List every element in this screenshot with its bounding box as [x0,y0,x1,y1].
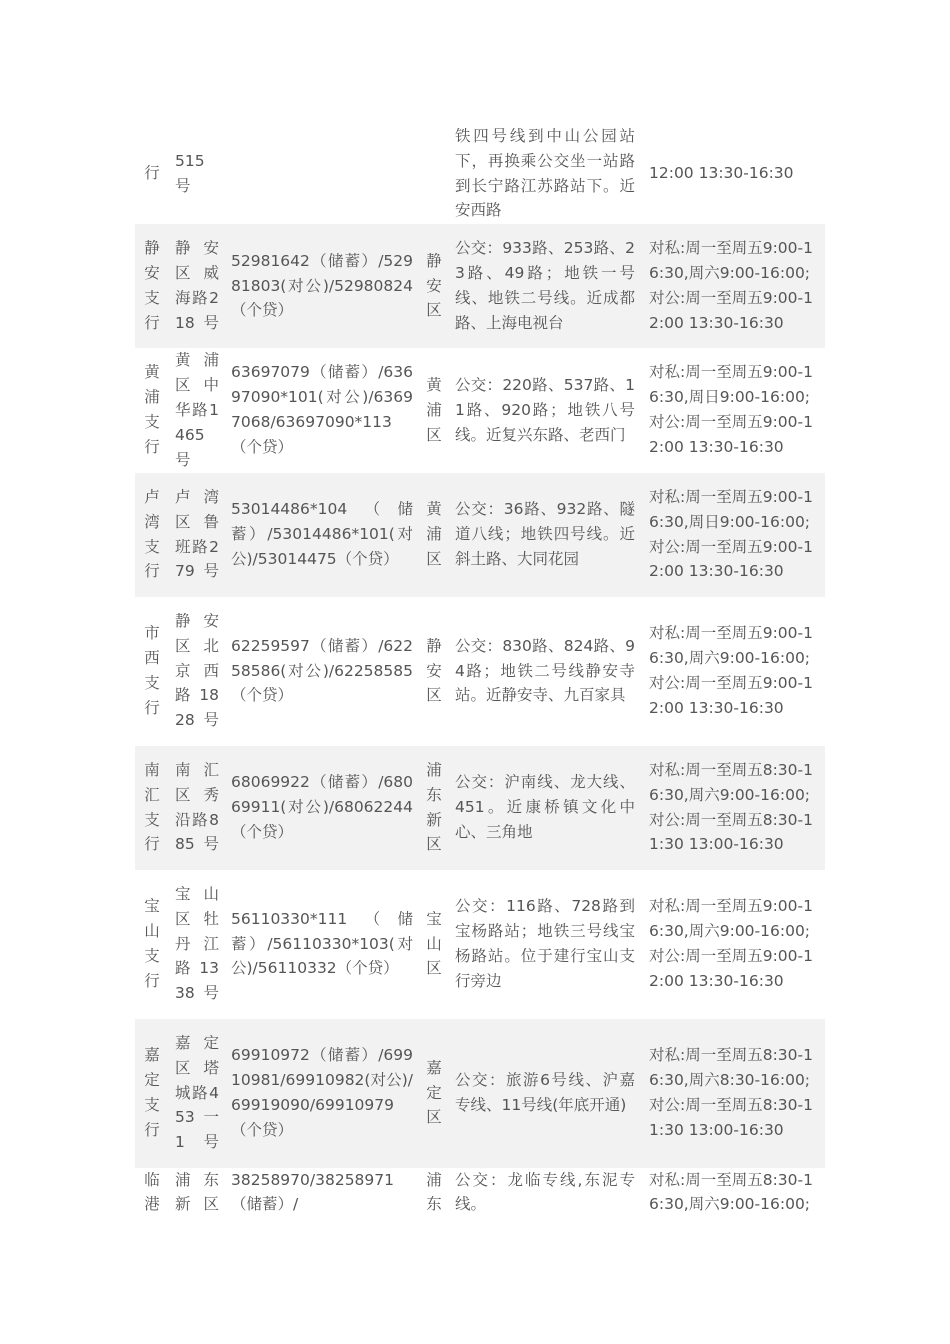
branch-name: 黄浦支行 [144,363,160,457]
branch-phone: 68069922（储蓄）/68069911(对公)/68062244（个贷） [231,773,413,841]
table-row [135,473,825,597]
branch-hours: 对私:周一至周五8:30-16:30,周六8:30-16:00;对公:周一至周五8:30-11:30 13:00-16:30 [649,1046,813,1139]
table-row [135,746,825,870]
table-row [135,597,825,746]
branch-hours: 对私:周一至周五9:00-16:30,周六9:00-16:00;对公:周一至周五9:00-12:00 13:30-16:30 [649,897,813,990]
branch-district: 宝山区 [426,909,442,978]
branch-name: 宝山支行 [144,897,160,990]
branch-phone: 52981642（储蓄）/52981803(对公)/52980824（个贷） [231,251,413,320]
branch-phone: 62259597（储蓄）/62258586(对公)/62258585（个贷） [231,636,413,705]
branch-district: 浦东 [426,1170,442,1214]
branch-phone: 56110330*111（储蓄）/56110330*103(对公)/56110332（个贷） [231,909,413,978]
table-row [135,224,825,348]
branch-district: 静安区 [426,636,442,705]
branch-hours: 12:00 13:30-16:30 [649,164,794,183]
branch-district: 浦东新区 [426,760,442,854]
branch-address: 宝山区牡丹江路1338号 [175,884,219,1003]
branch-district: 黄浦区 [426,375,442,444]
branch-name: 市西支行 [144,624,160,717]
branch-transit: 公交：旅游6号线、沪嘉专线、11号线(年底开通) [455,1071,635,1115]
branch-phone: 63697079（储蓄）/63697090*101(对公)/63697068/63697090*113（个贷） [231,363,413,457]
branch-hours: 对私:周一至周五8:30-16:30,周六9:00-16:00; [649,1170,813,1214]
branch-district: 嘉定区 [426,1058,442,1127]
branch-name: 卢湾支行 [144,487,160,581]
table-row [135,1168,825,1218]
branch-phone: 69910972（储蓄）/69910981/69910982(对公)/69919090/69910979（个贷） [231,1046,413,1139]
branch-address: 卢湾区鲁班路279号 [175,487,219,581]
branch-hours: 对私:周一至周五9:00-16:30,周六9:00-16:00;对公:周一至周五9:00-12:00 13:30-16:30 [649,239,813,332]
branch-address: 南汇区秀沿路885号 [175,760,219,854]
branch-district: 黄浦区 [426,500,442,568]
branch-transit: 公交：龙临专线,东泥专线。 [455,1170,635,1214]
branch-hours: 对私:周一至周五9:00-16:30,周六9:00-16:00;对公:周一至周五9:00-12:00 13:30-16:30 [649,624,813,717]
branch-address: 静安区北京西路1828号 [175,611,219,730]
branch-name: 嘉定支行 [144,1046,160,1139]
branch-transit: 公交：沪南线、龙大线、451。近康桥镇文化中心、三角地 [455,773,635,841]
branch-name: 南汇支行 [144,760,160,854]
branch-transit: 公交：933路、253路、23路、49路；地铁一号线、地铁二号线。近成都路、上海电视台 [455,239,635,332]
table-row [135,123,825,224]
branch-address: 黄浦区中华路1465号 [175,351,219,469]
branch-transit: 公交：36路、932路、隧道八线；地铁四号线。近斜土路、大同花园 [455,500,635,568]
table-row [135,1019,825,1168]
table-row [135,870,825,1019]
branch-transit: 铁四号线到中山公园站下，再换乘公交坐一站路到长宁路江苏路站下。近安西路 [455,126,635,220]
branch-phone: 53014486*104（储蓄）/53014486*101(对公)/53014475（个贷） [231,500,413,568]
branch-address: 嘉定区塔城路453一1号 [175,1033,219,1152]
branch-address: 静安区威海路218号 [175,239,219,332]
branch-table [135,123,825,1218]
branch-district: 静安区 [426,251,442,320]
branch-name: 临港 [144,1170,160,1214]
branch-phone: 38258970/38258971（储蓄）/ [231,1170,395,1214]
table-row [135,348,825,473]
branch-transit: 公交：116路、728路到宝杨路站；地铁三号线宝杨路站。位于建行宝山支行旁边 [455,897,635,990]
branch-transit: 公交：830路、824路、94路；地铁二号线静安寺站。近静安寺、九百家具 [455,636,635,705]
branch-hours: 对私:周一至周五9:00-16:30,周日9:00-16:00;对公:周一至周五9:00-12:00 13:30-16:30 [649,363,813,457]
branch-hours: 对私:周一至周五8:30-16:30,周六9:00-16:00;对公:周一至周五8:30-11:30 13:00-16:30 [649,760,813,854]
branch-hours: 对私:周一至周五9:00-16:30,周日9:00-16:00;对公:周一至周五9:00-12:00 13:30-16:30 [649,487,813,581]
branch-address: 515 号 [175,151,205,195]
branch-name: 行 [144,164,160,183]
branch-address: 浦东新区 [175,1170,219,1214]
branch-transit: 公交：220路、537路、11路、920路；地铁八号线。近复兴东路、老西门 [455,375,635,444]
branch-name: 静安支行 [144,239,160,332]
